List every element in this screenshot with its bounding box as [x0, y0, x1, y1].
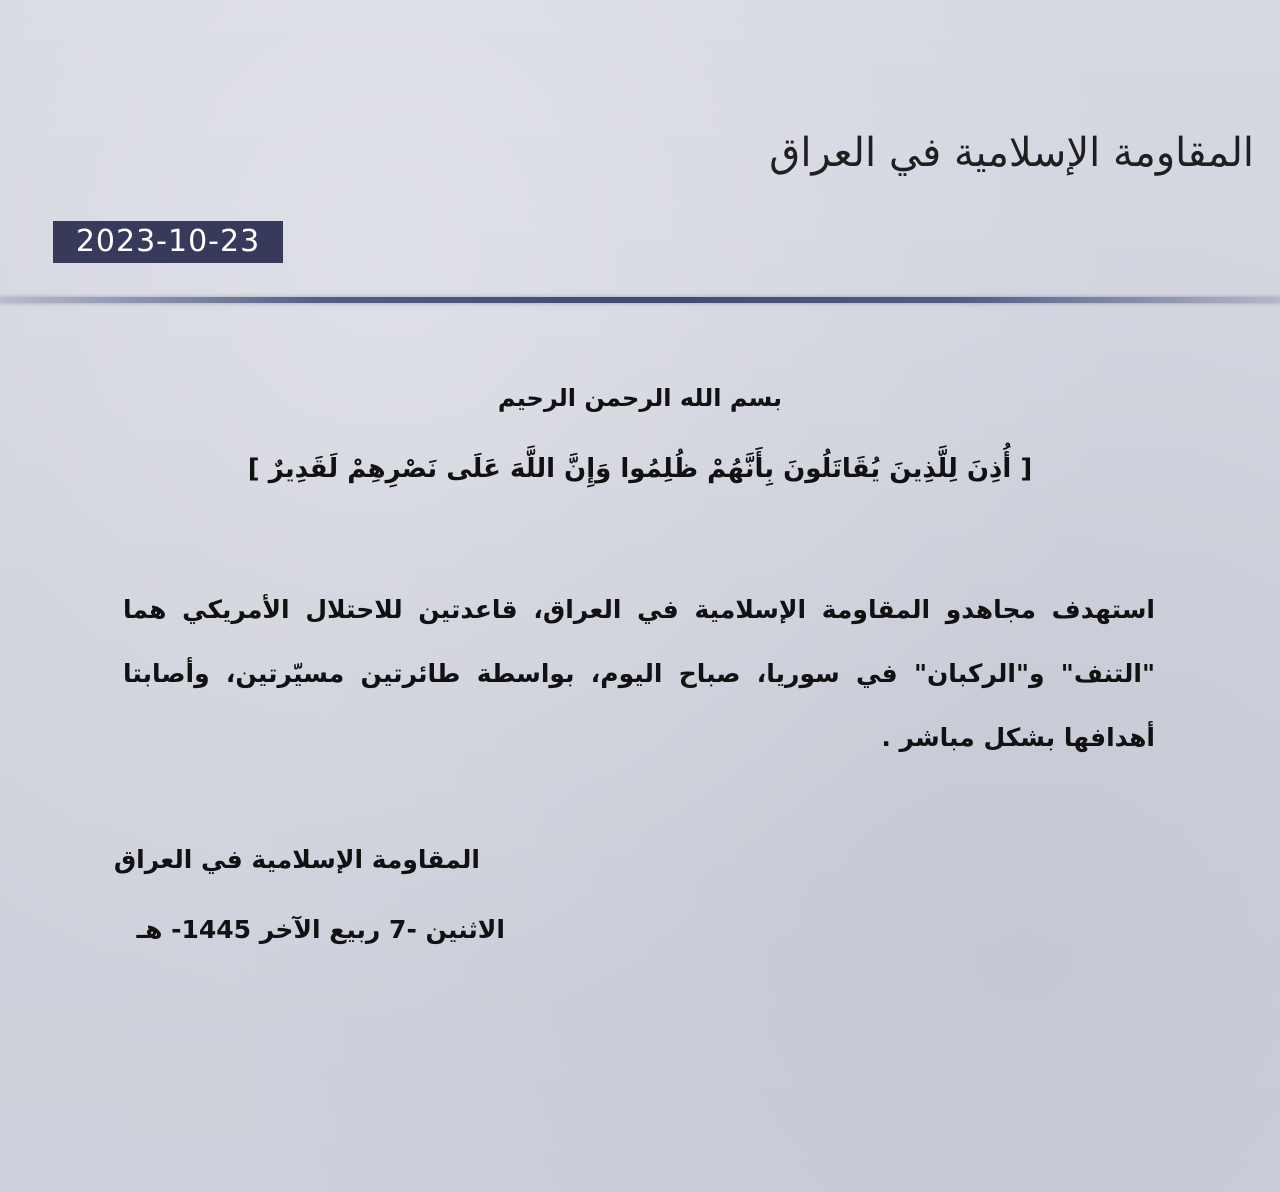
header-divider	[0, 297, 1280, 303]
date-badge: 2023-10-23	[53, 221, 283, 263]
basmala-heading: بسم الله الرحمن الرحيم	[497, 384, 783, 412]
signature-organization: المقاومة الإسلامية في العراق	[113, 845, 480, 874]
quran-verse: [ أُذِنَ لِلَّذِينَ يُقَاتَلُونَ بِأَنَّهُمْ ظُلِمُوا وَإِنَّ اللَّهَ عَلَى نَصْرِهِمْ لَقَدِيرٌ ]	[247, 454, 1033, 484]
organization-logo: المقاومة الإسلامية في العراق	[769, 130, 1254, 176]
statement-body: استهدف مجاهدو المقاومة الإسلامية في العراق، قاعدتين للاحتلال الأمريكي هما "التنف" و"الركبان" في سوريا، صباح اليوم، بواسطة طائرتين مسيّرتين، وأصابتا أهدافها بشكل مباشر .	[123, 595, 1155, 752]
signature-hijri-date: الاثنين -7 ربيع الآخر 1445- هـ	[136, 915, 505, 944]
